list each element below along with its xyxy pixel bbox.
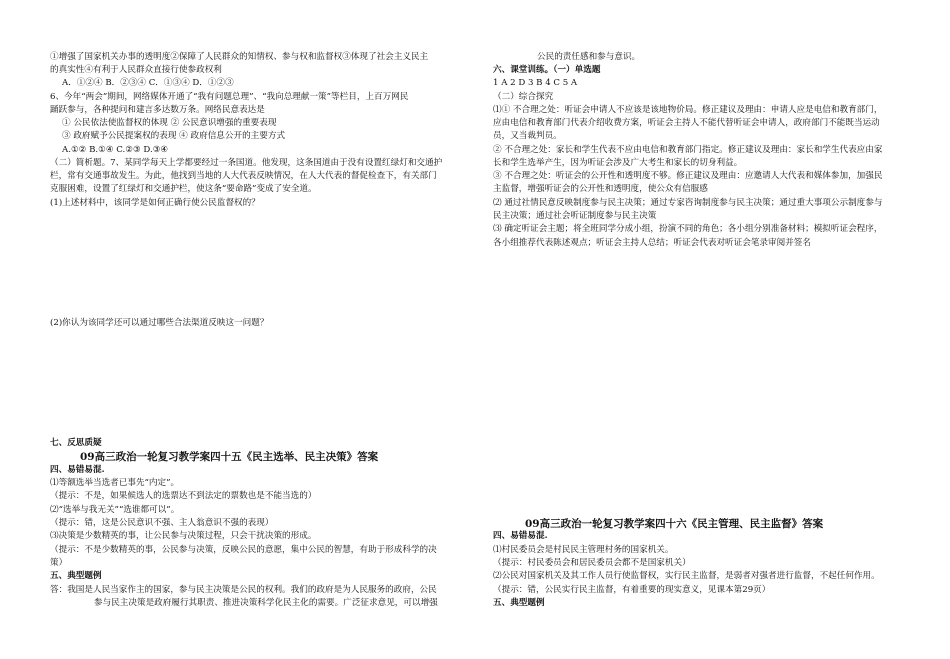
q7-text-line-2: 栏，常有交通事故发生。为此，他找到当地的人大代表反映情况，在人大代表的督促检查下，有关部门 <box>50 171 437 181</box>
q7-sub-question-1: (1)上述材料中，该同学是如何正确行使公民监督权的？ <box>50 198 260 208</box>
q7-text-line-1: （二）简析题。7、某同学每天上学都要经过一条国道。他发现，这条国道由于没有设置红绿灯和交通护 <box>50 158 443 168</box>
q6-options: A.①② B.①④ C.②③ D.③④ <box>62 145 169 155</box>
analysis-4-line-1: ⑵ 通过社情民意反映制度参与民主决策；通过专家咨询制度参与民主决策；通过重大事项公示制度参与 <box>493 198 883 208</box>
mistake-item-1-hint: （提示：村民委员会和居民委员会都不是国家机关） <box>493 558 691 568</box>
q7-text-line-3: 克服困难，设置了红绿灯和交通护栏，使这条“要命路”变成了安全道。 <box>50 184 317 194</box>
section-typical-heading-2: 五、典型题例 <box>493 598 545 608</box>
q6-stem-line-1: 6、今年“两会”期间，网络媒体开通了“我有问题总理”、“我向总理献一策”等栏目，上百万网民 <box>50 92 409 102</box>
section-class-training-heading: 六、课堂训练。（一）单选题 <box>493 65 601 75</box>
error-item-2-hint: （提示：错，这是公民意识不强、主人翁意识不强的表现） <box>50 518 274 528</box>
q5-stem-line-2: 的真实性④有利于人民群众直接行使参政权利 <box>50 65 222 75</box>
q7-sub-question-2: (2)你认为该同学还可以通过哪些合法渠道反映这一问题？ <box>50 318 269 328</box>
analysis-2-line-2: 长和学生选举产生，因为听证会涉及广大考生和家长的切身利益。 <box>493 158 743 168</box>
error-item-2: ⑵“选举与我无关”“选谁都可以”。 <box>50 505 180 515</box>
analysis-1-line-1: ⑴① 不合理之处：听证会申请人不应该是该地物价局。修正建议及理由：申请人应是电信和教育部门， <box>493 105 883 115</box>
analysis-5-line-1: ⑶ 确定听证会主题；将全班同学分成小组，扮演不同的角色；各小组分别准备材料；模拟听证会程序， <box>493 224 883 234</box>
mistake-item-2-hint: （提示：错，公民实行民主监督，有着重要的现实意义，见课本第29页） <box>493 585 771 595</box>
error-item-1-hint: （提示：不是，如果候选人的选票达不到法定的票数也是不能当选的） <box>50 491 317 501</box>
single-choice-answers: 1 A 2 D 3 B 4 C 5 A <box>493 78 578 88</box>
error-item-3: ⑶决策是少数精英的事，让公民参与决策过程，只会干扰决策的形成。 <box>50 531 317 541</box>
answer-text-line-1: 答：我国是人民当家作主的国家，参与民主决策是公民的权利。我们的政府是为人民服务的政府，公民 <box>50 585 437 595</box>
comprehensive-heading: （二）综合探究 <box>493 92 554 102</box>
q5-options: A．①②④ B．②③④ C．①③④ D．①②③ <box>62 78 234 88</box>
answer-text-line-2: 参与民主决策是政府履行其职责、推进决策科学化民主化的需要。广泛征求意见，可以增强 <box>94 598 438 608</box>
analysis-2-line-1: ② 不合理之处：家长和学生代表不应由电信和教育部门指定。修正建议及理由：家长和学生代表应由家 <box>493 145 883 155</box>
mistake-item-1: ⑴村民委员会是村民民主管理村务的国家机关。 <box>493 545 674 555</box>
q6-items-line-2: ③ 政府赋予公民提案权的表现 ④ 政府信息公开的主要方式 <box>62 131 286 141</box>
analysis-3-line-1: ③ 不合理之处：听证会的公开性和透明度不够。修正建议及理由：应邀请人大代表和媒体参加，加强民 <box>493 171 883 181</box>
answer-46-title: 09高三政治一轮复习教学案四十六《民主管理、民主监督》答案 <box>525 518 824 530</box>
section-error-heading: 四、易错易混. <box>50 465 105 475</box>
answer-continuation: 公民的责任感和参与意识。 <box>537 52 641 62</box>
analysis-1-line-2: 应由电信和教育部门代表介绍收费方案，听证会主持人不能代替听证会申请人，政府部门不能既当运动 <box>493 118 880 128</box>
section-typical-heading: 五、典型题例 <box>50 571 102 581</box>
error-item-1: ⑴等额选举当选者已事先“内定”。 <box>50 478 180 488</box>
error-item-3-hint: （提示：不是少数精英的事，公民参与决策，反映公民的意愿，集中公民的智慧，有助于形成科学的决 <box>50 545 437 555</box>
analysis-3-line-2: 主监督，增强听证会的公开性和透明度，使公众有信服感 <box>493 184 708 194</box>
q5-stem-line-1: ①增强了国家机关办事的透明度②保障了人民群众的知情权、参与权和监督权③体现了社会主义民主 <box>50 52 429 62</box>
answer-45-title: 09高三政治一轮复习教学案四十五《民主选举、民主决策》答案 <box>80 451 379 463</box>
mistake-item-2: ⑵公民对国家机关及其工作人员行使监督权，实行民主监督，是弱者对强者进行监督，不起任何作用。 <box>493 571 880 581</box>
section-reflection-heading: 七、反思质疑 <box>50 438 102 448</box>
analysis-4-line-2: 民主决策；通过社会听证制度参与民主决策 <box>493 211 657 221</box>
analysis-5-line-2: 各小组推荐代表陈述观点；听证会主持人总结；听证会代表对听证会笔录审阅并签名 <box>493 238 811 248</box>
q6-items-line-1: ① 公民依法使监督权的体现 ② 公民意识增强的重要表现 <box>62 118 277 128</box>
section-error-heading-2: 四、易错易混. <box>493 531 548 541</box>
error-item-3-hint-cont: 策） <box>50 558 68 568</box>
analysis-1-line-3: 员，又当裁判员。 <box>493 131 562 141</box>
q6-stem-line-2: 踊跃参与，各种提问和建言多达数万条。网络民意表达是 <box>50 105 265 115</box>
